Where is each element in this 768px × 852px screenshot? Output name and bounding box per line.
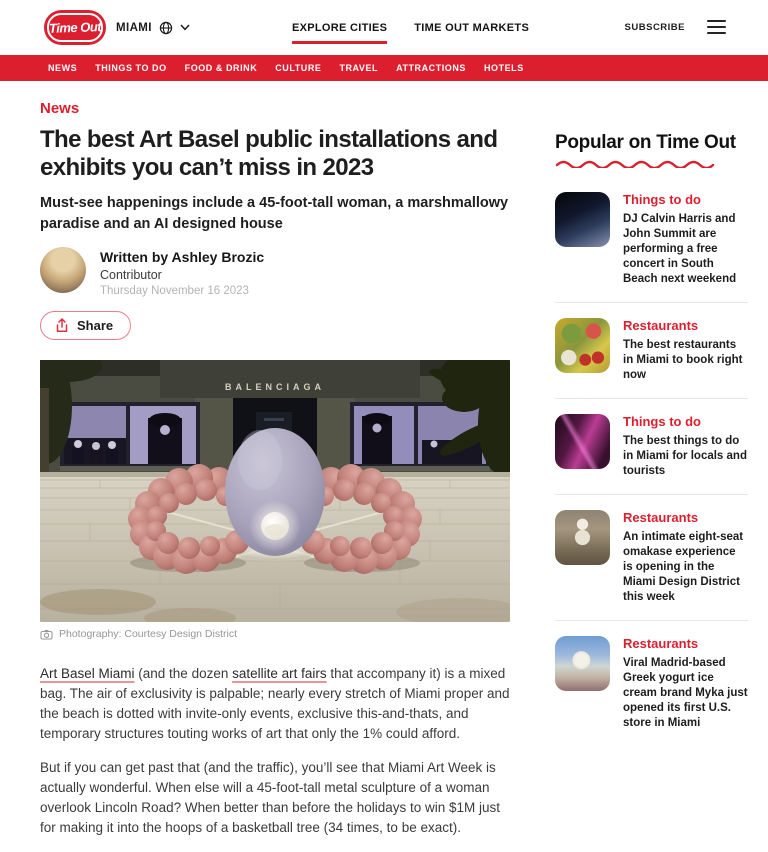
image-caption (40, 628, 510, 640)
menu-icon[interactable] (707, 20, 726, 34)
share-icon (55, 318, 69, 333)
food-platter-thumbnail (555, 318, 610, 373)
night-concert-thumbnail (555, 192, 610, 247)
author-role: Contributor (100, 268, 162, 282)
category-nav-attractions[interactable]: ATTRACTIONS (396, 63, 466, 73)
article-body (40, 664, 510, 838)
popular-item[interactable] (555, 636, 748, 731)
timeout-logo-text: Time Out (48, 19, 102, 36)
popular-item[interactable] (555, 414, 748, 479)
paragraph-text: (and the dozen (134, 666, 233, 681)
header-nav-explore-cities[interactable]: EXPLORE CITIES (292, 18, 387, 38)
city-name: MIAMI (116, 21, 152, 34)
popular-item-title: The best things to do in Miami for locals and tourists (623, 435, 747, 477)
article-column (40, 81, 510, 852)
popular-item-category: Things to do (623, 414, 701, 429)
divider (555, 302, 748, 303)
article-hero-image (40, 360, 510, 622)
article-paragraph (40, 664, 510, 744)
section-label[interactable]: News (40, 100, 80, 117)
popular-item[interactable] (555, 192, 748, 287)
category-nav-food-drink[interactable]: FOOD & DRINK (184, 63, 258, 73)
paragraph-text: that accompany it) is a mixed bag. The air of exclusivity is palpable; nearly every stretch of Miami proper and the beach is dotted with invite-only events, exclusive this-and-thats, and temporary structures touting works of art that only the 1% could afford. (40, 666, 510, 741)
popular-item-category: Restaurants (623, 510, 699, 525)
category-nav-travel[interactable]: TRAVEL (339, 63, 379, 73)
site-header (0, 0, 768, 55)
publish-date: Thursday November 16 2023 (100, 285, 249, 297)
article-link[interactable]: satellite art fairs (232, 666, 327, 681)
sidebar-title: Popular on Time Out (555, 132, 736, 153)
city-selector[interactable] (116, 0, 190, 55)
popular-sidebar (555, 132, 748, 731)
globe-icon (159, 21, 173, 35)
popular-item[interactable] (555, 318, 748, 383)
divider (555, 494, 748, 495)
header-main-nav (292, 0, 529, 55)
category-nav-things-to-do[interactable]: THINGS TO DO (95, 63, 167, 73)
popular-item-category: Restaurants (623, 318, 699, 333)
camera-icon (40, 629, 53, 640)
popular-list (555, 192, 748, 731)
nightclub-thumbnail (555, 414, 610, 469)
share-button[interactable] (40, 311, 131, 340)
author-row (40, 247, 510, 297)
category-nav (0, 55, 768, 81)
popular-item-title: An intimate eight-seat omakase experience is opening in the Miami Design District this week (623, 531, 744, 603)
page-title: The best Art Basel public installations and exhibits you can’t miss in 2023 (40, 126, 498, 181)
ice-cream-thumbnail (555, 636, 610, 691)
popular-item-category: Things to do (623, 192, 701, 207)
popular-item-title: Viral Madrid-based Greek yogurt ice cream brand Myka just opened its first U.S. store in Miami (623, 657, 748, 729)
storefront-sign-text: BALENCIAGA (225, 382, 325, 392)
wavy-underline-decoration (555, 159, 717, 168)
timeout-logo[interactable] (44, 10, 106, 45)
category-nav-hotels[interactable]: HOTELS (483, 63, 524, 73)
article-link[interactable]: Art Basel Miami (40, 666, 135, 681)
popular-item-title: DJ Calvin Harris and John Summit are performing a free concert in South Beach next weekend (623, 213, 737, 285)
header-nav-time-out-markets[interactable]: TIME OUT MARKETS (414, 21, 530, 34)
popular-item-title: The best restaurants in Miami to book right now (623, 339, 743, 381)
caption-text: Photography: Courtesy Design District (59, 628, 237, 640)
byline: Written by Ashley Brozic (100, 249, 265, 265)
category-nav-news[interactable]: NEWS (48, 63, 78, 73)
popular-item[interactable] (555, 510, 748, 605)
author-avatar (40, 247, 86, 293)
divider (555, 398, 748, 399)
divider (555, 620, 748, 621)
popular-item-category: Restaurants (623, 636, 699, 651)
paragraph-text: But if you can get past that (and the traffic), you’ll see that Miami Art Week is actually wonderful. When else will a 45-foot-tall metal sculpture of a woman overlook Lincoln Road? When better than before the holidays to win $1M just for making it into the hoops of a basketball tree (34 times, to be exact). (40, 760, 501, 835)
share-label: Share (77, 318, 114, 333)
subscribe-button[interactable]: SUBSCRIBE (624, 22, 685, 33)
article-paragraph (40, 758, 510, 838)
omakase-chef-thumbnail (555, 510, 610, 565)
chevron-down-icon (180, 24, 190, 31)
category-nav-culture[interactable]: CULTURE (275, 63, 322, 73)
article-subtitle: Must-see happenings include a 45-foot-tall woman, a marshmallowy paradise and an AI designed house (40, 195, 509, 232)
